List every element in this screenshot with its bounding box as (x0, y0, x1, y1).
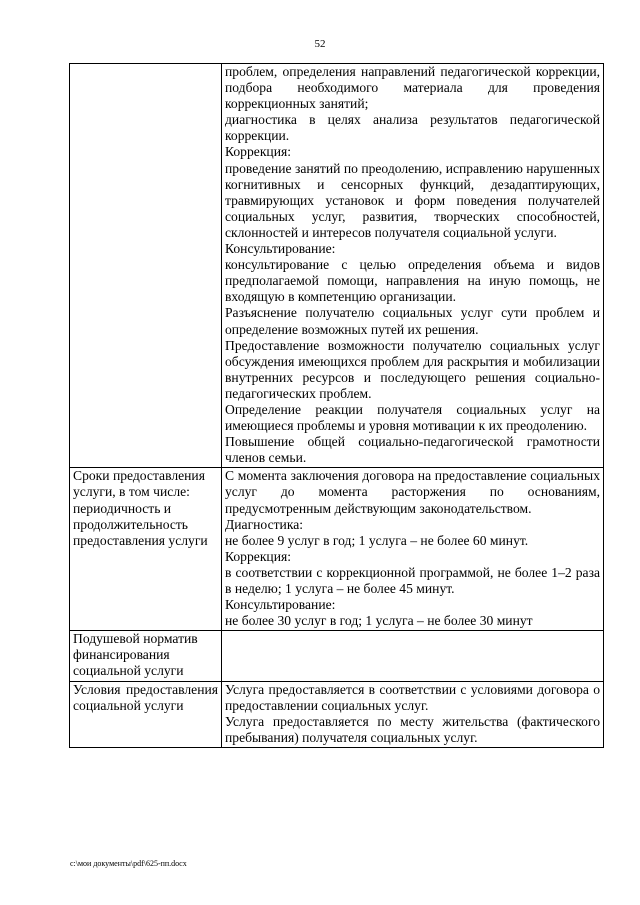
paragraph: диагностика в целях анализа результатов педагогической коррекции. (225, 112, 600, 144)
paragraph: Консультирование: (225, 241, 336, 257)
row-label: Сроки предоставления услуги, в том числе: периодичность и продолжительность предоставления услуги (70, 468, 222, 631)
row-content (222, 681, 604, 747)
table-row (70, 631, 604, 681)
table-row (70, 468, 604, 631)
paragraph: не более 30 услуг в год; 1 услуга – не более 30 минут (225, 613, 533, 629)
paragraph: С момента заключения договора на предоставление социальных услуг до момента расторжения по основаниям, предусмотренным действующим законодательством. (225, 468, 600, 516)
row-label (70, 64, 222, 468)
paragraph: Услуга предоставляется по месту жительства (фактического пребывания) получателя социальных услуг. (225, 713, 600, 745)
paragraph: Консультирование: (225, 597, 336, 613)
paragraph: не более 9 услуг в год; 1 услуга – не более 60 минут. (225, 532, 529, 548)
paragraph: консультирование с целью определения объема и видов предполагаемой помощи, направления на иную помощь, не входящую в компетенцию организации. (225, 257, 600, 305)
paragraph: Услуга предоставляется в соответствии с условиями договора о предоставлении социальных услуг. (225, 681, 600, 713)
footer-file-path: c:\мои документы\pdf\625-пп.docx (70, 859, 187, 868)
table-row (70, 681, 604, 747)
paragraph: Диагностика: (225, 516, 304, 532)
paragraph: проблем, определения направлений педагогической коррекции, подбора необходимого материала для проведения коррекционных занятий; (225, 64, 600, 112)
paragraph: Повышение общей социально-педагогической грамотности членов семьи. (225, 434, 600, 466)
page-number: 52 (314, 38, 326, 50)
row-content-empty (222, 631, 604, 681)
paragraph: в соответствии с коррекционной программой, не более 1–2 раза в неделю; 1 услуга – не более 45 минут. (225, 564, 600, 596)
row-content (222, 468, 604, 631)
paragraph: Коррекция: (225, 548, 291, 564)
table-row (70, 64, 604, 468)
paragraph: Определение реакции получателя социальных услуг на имеющиеся проблемы и уровня мотивации к их преодолению. (225, 401, 600, 434)
row-content (222, 64, 604, 468)
row-label: Подушевой норматив финансирования социальной услуги (70, 631, 222, 681)
paragraph: проведение занятий по преодолению, исправлению нарушенных когнитивных и сенсорных функций, дезадаптирующих, травмирующих установок и форм поведения получателей социальных услуг, развития, творческих способностей, склонностей и интересов получателя социальной услуги. (225, 160, 600, 240)
paragraph: Предоставление возможности получателю социальных услуг обсуждения имеющихся проблем для раскрытия и мобилизации внутренних ресурсов и последующего решения социально-педагогических проблем. (225, 337, 600, 401)
row-label: Условия предоставления социальной услуги (70, 681, 222, 747)
service-table (69, 63, 604, 748)
paragraph: Коррекция: (225, 144, 291, 160)
paragraph: Разъяснение получателю социальных услуг сути проблем и определение возможных путей их решения. (225, 305, 600, 337)
